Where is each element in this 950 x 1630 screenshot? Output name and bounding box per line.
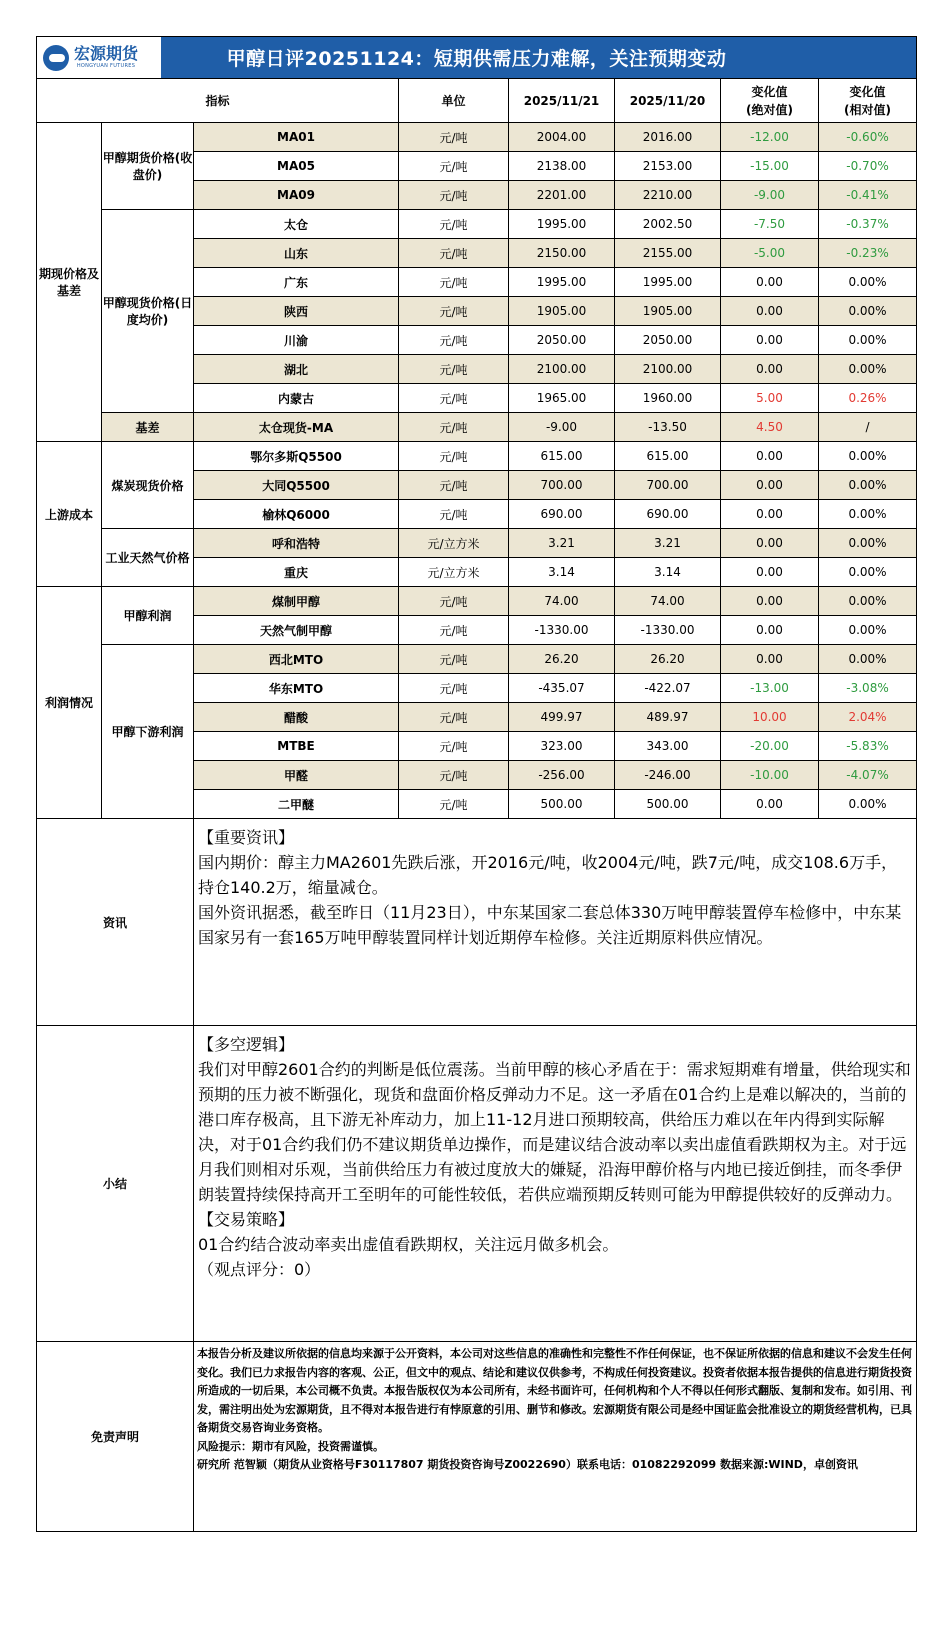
company-logo: [37, 37, 161, 78]
abs-change: 0.00: [721, 587, 819, 616]
indicator-name: MA05: [194, 152, 399, 181]
value-date1: 700.00: [509, 471, 615, 500]
value-date1: 2050.00: [509, 326, 615, 355]
col-header-date1: 2025/11/21: [509, 79, 615, 123]
strategy-heading: 【交易策略】: [198, 1210, 295, 1229]
subgroup-label: 基差: [102, 413, 194, 442]
unit-cell: 元/吨: [399, 268, 509, 297]
value-date1: 690.00: [509, 500, 615, 529]
category-label: 利润情况: [37, 587, 102, 819]
indicator-name: 重庆: [194, 558, 399, 587]
rel-change: 0.00%: [819, 442, 917, 471]
indicator-name: 呼和浩特: [194, 529, 399, 558]
news-content: [194, 819, 917, 1026]
value-date1: 1965.00: [509, 384, 615, 413]
news-paragraph-2: 国外资讯据悉，截至昨日（11月23日），中东某国家二套总体330万吨甲醇装置停车检修中，中东某国家另有一套165万吨甲醇装置同样计划近期停车检修。关注近期原料供应情况。: [198, 903, 902, 947]
indicator-name: 内蒙古: [194, 384, 399, 413]
value-date2: 489.97: [615, 703, 721, 732]
value-date1: 3.14: [509, 558, 615, 587]
unit-cell: 元/吨: [399, 500, 509, 529]
indicator-name: 湖北: [194, 355, 399, 384]
table-row: [37, 529, 917, 558]
unit-cell: 元/吨: [399, 703, 509, 732]
report-title: 甲醇日评20251124：短期供需压力难解，关注预期变动: [226, 48, 727, 70]
col-header-indicator: 指标: [37, 79, 399, 123]
unit-cell: 元/吨: [399, 442, 509, 471]
value-date2: 1995.00: [615, 268, 721, 297]
abs-change: 0.00: [721, 355, 819, 384]
table-row: [37, 210, 917, 239]
value-date1: 615.00: [509, 442, 615, 471]
unit-cell: 元/吨: [399, 674, 509, 703]
value-date1: 26.20: [509, 645, 615, 674]
rel-change: -0.60%: [819, 123, 917, 152]
abs-change: -10.00: [721, 761, 819, 790]
indicator-name: MA09: [194, 181, 399, 210]
subgroup-label: 甲醇现货价格(日度均价): [102, 210, 194, 413]
value-date2: -422.07: [615, 674, 721, 703]
value-date2: 2153.00: [615, 152, 721, 181]
value-date2: 3.14: [615, 558, 721, 587]
indicator-name: 广东: [194, 268, 399, 297]
value-date1: -9.00: [509, 413, 615, 442]
news-heading: 【重要资讯】: [198, 828, 295, 847]
abs-change: -20.00: [721, 732, 819, 761]
subgroup-label: 甲醇下游利润: [102, 645, 194, 819]
logo-name: 宏源期货: [74, 44, 139, 63]
table-row: [37, 123, 917, 152]
rel-change: 0.26%: [819, 384, 917, 413]
rel-change: 0.00%: [819, 355, 917, 384]
value-date1: 499.97: [509, 703, 615, 732]
abs-change: 0.00: [721, 790, 819, 819]
value-date2: 2100.00: [615, 355, 721, 384]
value-date2: 500.00: [615, 790, 721, 819]
value-date2: 1960.00: [615, 384, 721, 413]
value-date2: 2002.50: [615, 210, 721, 239]
unit-cell: 元/吨: [399, 616, 509, 645]
rel-change: 2.04%: [819, 703, 917, 732]
col-header-abs-change: [721, 79, 819, 123]
rel-change: -0.70%: [819, 152, 917, 181]
summary-heading: 【多空逻辑】: [198, 1035, 295, 1054]
unit-cell: 元/吨: [399, 732, 509, 761]
strategy-text: 01合约结合波动率卖出虚值看跌期权，关注远月做多机会。: [198, 1235, 619, 1254]
abs-change: -7.50: [721, 210, 819, 239]
rel-change: -0.41%: [819, 181, 917, 210]
unit-cell: 元/吨: [399, 181, 509, 210]
indicator-name: 山东: [194, 239, 399, 268]
category-label: 上游成本: [37, 442, 102, 587]
unit-cell: 元/吨: [399, 761, 509, 790]
subgroup-label: 甲醇期货价格(收盘价): [102, 123, 194, 210]
logo-icon: [43, 45, 69, 71]
indicator-name: 太仓现货-MA: [194, 413, 399, 442]
value-date2: 2210.00: [615, 181, 721, 210]
disclaimer-text: 本报告分析及建议所依据的信息均来源于公开资料，本公司对这些信息的准确性和完整性不作任何保证，也不保证所依据的信息和建议不会发生任何变化。我们已力求报告内容的客观、公正，但文中的观点、结论和建议仅供参考，不构成任何投资建议。投资者依据本报告提供的信息进行期货投资所造成的一切后果，本公司概不负责。本报告版权仅为本公司所有，未经书面许可，任何机构和个人不得以任何形式翻版、复制和发布。如引用、刊发，需注明出处为宏源期货，且不得对本报告进行有悖原意的引用、删节和修改。宏源期货有限公司是经中国证监会批准设立的期货经营机构，已具备期货交易咨询业务资格。: [197, 1347, 912, 1434]
indicator-name: 华东MTO: [194, 674, 399, 703]
value-date2: 2155.00: [615, 239, 721, 268]
abs-change-line2: (绝对值): [746, 102, 793, 117]
abs-change: 0.00: [721, 616, 819, 645]
value-date1: 2138.00: [509, 152, 615, 181]
value-date1: -1330.00: [509, 616, 615, 645]
value-date1: 500.00: [509, 790, 615, 819]
rel-change: 0.00%: [819, 558, 917, 587]
value-date1: 1995.00: [509, 210, 615, 239]
abs-change: 0.00: [721, 297, 819, 326]
rel-change: 0.00%: [819, 790, 917, 819]
col-header-date2: 2025/11/20: [615, 79, 721, 123]
abs-change: 0.00: [721, 471, 819, 500]
unit-cell: 元/吨: [399, 123, 509, 152]
view-score: （观点评分：0）: [198, 1260, 321, 1279]
value-date2: 74.00: [615, 587, 721, 616]
unit-cell: 元/吨: [399, 471, 509, 500]
unit-cell: 元/吨: [399, 152, 509, 181]
rel-change: 0.00%: [819, 645, 917, 674]
value-date1: 74.00: [509, 587, 615, 616]
logo-english: HONGYUAN FUTURES: [76, 63, 136, 69]
value-date1: -256.00: [509, 761, 615, 790]
subgroup-label: 甲醇利润: [102, 587, 194, 645]
rel-change: 0.00%: [819, 587, 917, 616]
value-date2: -1330.00: [615, 616, 721, 645]
unit-cell: 元/吨: [399, 239, 509, 268]
indicator-name: 二甲醚: [194, 790, 399, 819]
methanol-daily-table: [36, 36, 917, 1532]
value-date2: 2016.00: [615, 123, 721, 152]
abs-change: -9.00: [721, 181, 819, 210]
indicator-name: 醋酸: [194, 703, 399, 732]
unit-cell: 元/立方米: [399, 529, 509, 558]
value-date2: 3.21: [615, 529, 721, 558]
rel-change: -5.83%: [819, 732, 917, 761]
rel-change: /: [819, 413, 917, 442]
summary-content: [194, 1026, 917, 1342]
rel-change-line1: 变化值: [849, 84, 886, 99]
value-date1: 2201.00: [509, 181, 615, 210]
table-row: [37, 442, 917, 471]
value-date1: 1995.00: [509, 268, 615, 297]
unit-cell: 元/吨: [399, 355, 509, 384]
rel-change: -0.37%: [819, 210, 917, 239]
table-row: [37, 587, 917, 616]
summary-label: 小结: [37, 1026, 194, 1342]
news-label: 资讯: [37, 819, 194, 1026]
unit-cell: 元/吨: [399, 384, 509, 413]
abs-change: 0.00: [721, 500, 819, 529]
summary-paragraph: 我们对甲醇2601合约的判断是低位震荡。当前甲醇的核心矛盾在于：需求短期难有增量，供给现实和预期的压力被不断强化，现货和盘面价格反弹动力不足。这一矛盾在01合约上是难以解决的，当前的港口库存极高，且下游无补库动力，加上11-12月进口预期较高，供给压力难以在年内得到实际解决，对于01合约我们仍不建议期货单边操作，而是建议结合波动率以卖出虚值看跌期权为主。对于远月我们则相对乐观，当前供给压力有被过度放大的嫌疑，沿海甲醇价格与内地已接近倒挂，而冬季伊朗装置持续保持高开工至明年的可能性较低，若供应端预期反转则可能为甲醇提供较好的反弹动力。: [198, 1060, 911, 1204]
rel-change: 0.00%: [819, 326, 917, 355]
value-date1: 2150.00: [509, 239, 615, 268]
value-date2: -13.50: [615, 413, 721, 442]
unit-cell: 元/立方米: [399, 558, 509, 587]
indicator-name: 大同Q5500: [194, 471, 399, 500]
value-date2: 26.20: [615, 645, 721, 674]
value-date1: 3.21: [509, 529, 615, 558]
value-date2: -246.00: [615, 761, 721, 790]
author-info: 研究所 范智颖（期货从业资格号F30117807 期货投资咨询号Z0022690）联系电话：01082292099 数据来源:WIND，卓创资讯: [197, 1458, 858, 1471]
indicator-name: 西北MTO: [194, 645, 399, 674]
rel-change: -0.23%: [819, 239, 917, 268]
rel-change: 0.00%: [819, 471, 917, 500]
col-header-unit: 单位: [399, 79, 509, 123]
value-date1: 2004.00: [509, 123, 615, 152]
rel-change: -3.08%: [819, 674, 917, 703]
rel-change: 0.00%: [819, 616, 917, 645]
col-header-rel-change: [819, 79, 917, 123]
rel-change: 0.00%: [819, 529, 917, 558]
abs-change: 0.00: [721, 268, 819, 297]
value-date2: 2050.00: [615, 326, 721, 355]
unit-cell: 元/吨: [399, 790, 509, 819]
value-date2: 700.00: [615, 471, 721, 500]
unit-cell: 元/吨: [399, 413, 509, 442]
indicator-name: 太仓: [194, 210, 399, 239]
indicator-name: 甲醛: [194, 761, 399, 790]
disclaimer-label: 免责声明: [37, 1342, 194, 1532]
abs-change: -15.00: [721, 152, 819, 181]
abs-change: 0.00: [721, 558, 819, 587]
abs-change: 5.00: [721, 384, 819, 413]
abs-change: -5.00: [721, 239, 819, 268]
abs-change: 0.00: [721, 442, 819, 471]
indicator-name: 天然气制甲醇: [194, 616, 399, 645]
indicator-name: 陕西: [194, 297, 399, 326]
value-date2: 690.00: [615, 500, 721, 529]
indicator-name: 煤制甲醇: [194, 587, 399, 616]
value-date1: 323.00: [509, 732, 615, 761]
value-date2: 1905.00: [615, 297, 721, 326]
category-label: 期现价格及基差: [37, 123, 102, 442]
value-date1: 2100.00: [509, 355, 615, 384]
abs-change: -13.00: [721, 674, 819, 703]
abs-change: 0.00: [721, 529, 819, 558]
rel-change: 0.00%: [819, 268, 917, 297]
value-date2: 615.00: [615, 442, 721, 471]
abs-change: -12.00: [721, 123, 819, 152]
abs-change: 4.50: [721, 413, 819, 442]
unit-cell: 元/吨: [399, 587, 509, 616]
indicator-name: MTBE: [194, 732, 399, 761]
title-bar: [37, 37, 917, 79]
abs-change-line1: 变化值: [751, 84, 788, 99]
disclaimer-content: [194, 1342, 917, 1532]
value-date1: 1905.00: [509, 297, 615, 326]
news-paragraph-1: 国内期价：醇主力MA2601先跌后涨，开2016元/吨，收2004元/吨，跌7元/吨，成交108.6万手，持仓140.2万，缩量减仓。: [198, 853, 898, 897]
unit-cell: 元/吨: [399, 645, 509, 674]
unit-cell: 元/吨: [399, 326, 509, 355]
abs-change: 0.00: [721, 326, 819, 355]
unit-cell: 元/吨: [399, 210, 509, 239]
indicator-name: 川渝: [194, 326, 399, 355]
rel-change-line2: (相对值): [844, 102, 891, 117]
value-date1: -435.07: [509, 674, 615, 703]
abs-change: 0.00: [721, 645, 819, 674]
indicator-name: 榆林Q6000: [194, 500, 399, 529]
table-row: [37, 413, 917, 442]
unit-cell: 元/吨: [399, 297, 509, 326]
abs-change: 10.00: [721, 703, 819, 732]
value-date2: 343.00: [615, 732, 721, 761]
indicator-name: MA01: [194, 123, 399, 152]
indicator-name: 鄂尔多斯Q5500: [194, 442, 399, 471]
risk-warning: 风险提示：期市有风险，投资需谨慎。: [197, 1439, 384, 1453]
rel-change: 0.00%: [819, 500, 917, 529]
subgroup-label: 工业天然气价格: [102, 529, 194, 587]
table-row: [37, 645, 917, 674]
rel-change: -4.07%: [819, 761, 917, 790]
rel-change: 0.00%: [819, 297, 917, 326]
subgroup-label: 煤炭现货价格: [102, 442, 194, 529]
